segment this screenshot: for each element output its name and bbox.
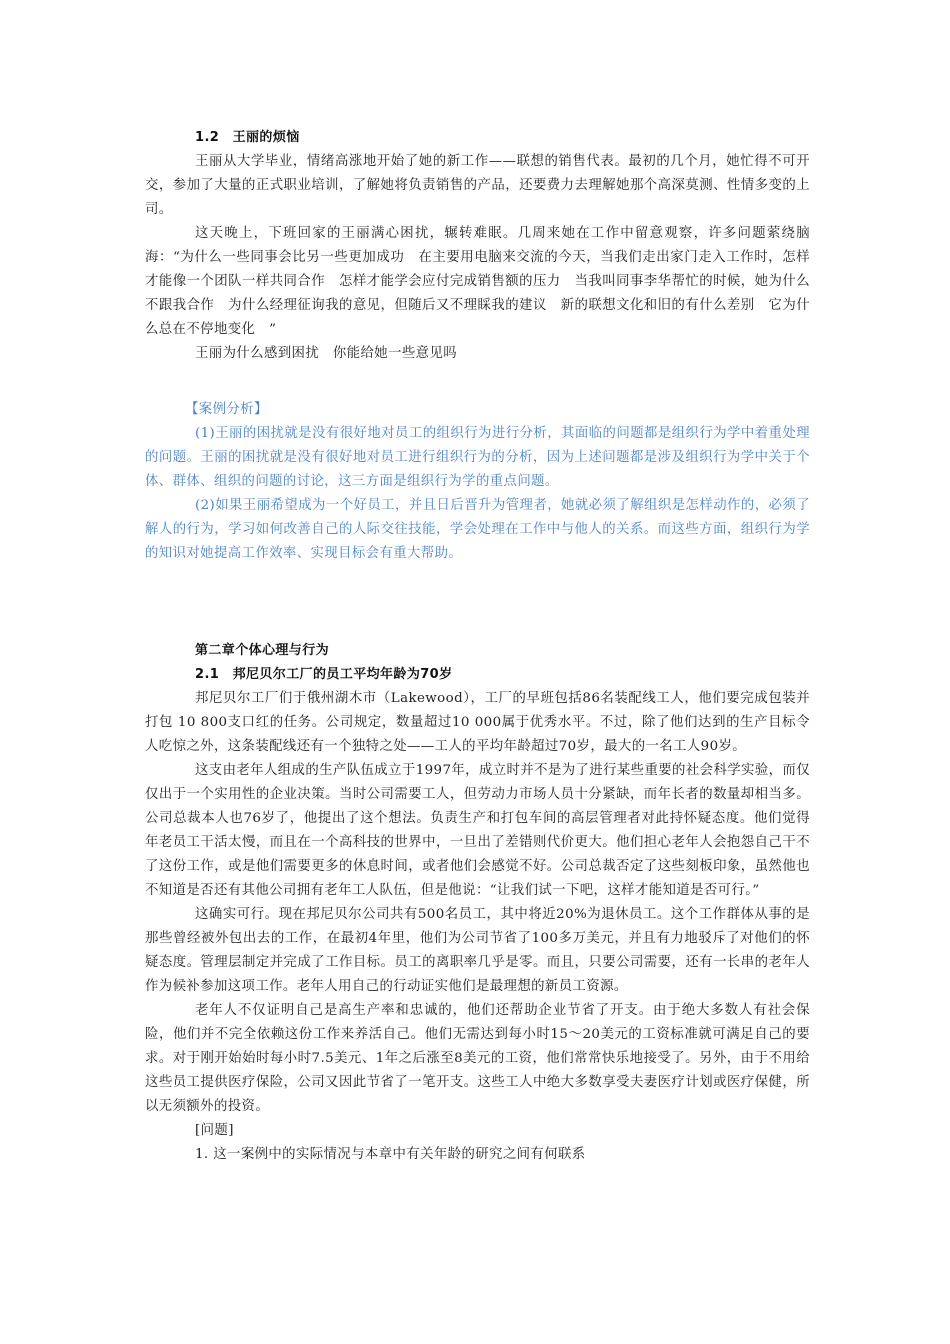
paragraph: 这支由老年人组成的生产队伍成立于1997年，成立时并不是为了进行某些重要的社会科学实验，而仅仅出于一个实用性的企业决策。当时公司需要工人，但劳动力市场人员十分紧缺，而年长者的数量却相当多。公司总裁本人也76岁了，他提出了这个想法。负责生产和打包车间的高层管理者对此持怀疑态度。他们觉得年老员工干活太慢，而且在一个高科技的世界中，一旦出了差错则代价更大。他们担心老年人会抱怨自己干不了这份工作，或是他们需要更多的休息时间，或者他们会感觉不好。公司总裁否定了这些刻板印象，虽然他也不知道是否还有其他公司拥有老年工人队伍，但是他说：“让我们试一下吧，这样才能知道是否可行。” <box>145 763 810 898</box>
paragraph: 王丽为什么感到困扰 你能给她一些意见吗 <box>195 346 458 361</box>
analysis-paragraph: (2)如果王丽希望成为一个好员工，并且日后晋升为管理者，她就必须了解组织是怎样动作的，必须了解人的行为，学习如何改善自己的人际交往技能，学会处理在工作中与他人的关系。而这些方面，组织行为学的知识对她提高工作效率、实现目标会有重大帮助。 <box>145 498 810 561</box>
case-analysis-title: 【案例分析】 <box>185 402 268 417</box>
paragraph: 王丽从大学毕业，情绪高涨地开始了她的新工作——联想的销售代表。最初的几个月，她忙得不可开交，参加了大量的正式职业培训，了解她将负责销售的产品，还要费力去理解她那个高深莫测、性情多变的上司。 <box>145 154 810 217</box>
section-heading: 1.2 王丽的烦恼 <box>195 130 300 145</box>
paragraph: 这天晚上，下班回家的王丽满心困扰，辗转难眠。几周来她在工作中留意观察，许多问题萦绕脑海：“为什么一些同事会比另一些更加成功 在主要用电脑来交流的今天，当我们走出家门走入工作时，怎样才能像一个团队一样共同合作 怎样才能学会应付完成销售额的压力 当我叫同事李华帮忙的时候，她为什么不跟我合作 为什么经理征询我的意见，但随后又不理睬我的建议 新的联想文化和旧的有什么差别 它为什么总在不停地变化 ” <box>145 226 810 337</box>
section-1-2 <box>145 126 810 366</box>
analysis-paragraph: (1)王丽的困扰就是没有很好地对员工的组织行为进行分析，其面临的问题都是组织行为学中着重处理的问题。王丽的困扰就是没有很好地对员工进行组织行为的分析，因为上述问题都是涉及组织行为学中关于个体、群体、组织的问题的讨论，这三方面是组织行为学的重点问题。 <box>145 426 810 489</box>
paragraph: 邦尼贝尔工厂们于俄州湖木市（Lakewood），工厂的早班包括86名装配线工人，他们要完成包装并打包 10 800支口红的任务。公司规定，数量超过10 000属于优秀水平。不过，除了他们达到的生产目标令人吃惊之外，这条装配线还有一个独特之处——工人的平均年龄超过70岁，最大的一名工人90岁。 <box>145 691 810 754</box>
paragraph: 这确实可行。现在邦尼贝尔公司共有500名员工，其中将近20%为退休员工。这个工作群体从事的是那些曾经被外包出去的工作，在最初4年里，他们为公司节省了100多万美元，并且有力地驳斥了对他们的怀疑态度。管理层制定并完成了工作目标。员工的离职率几乎是零。而且，只要公司需要，还有一长串的老年人作为候补参加这项工作。老年人用自己的行动证实他们是最理想的新员工资源。 <box>145 907 810 994</box>
question-label: [问题] <box>195 1123 234 1138</box>
question-item: 1. 这一案例中的实际情况与本章中有关年龄的研究之间有何联系 <box>195 1147 586 1162</box>
chapter-2 <box>145 639 810 1167</box>
section-heading: 2.1 邦尼贝尔工厂的员工平均年龄为70岁 <box>195 667 453 682</box>
paragraph: 老年人不仅证明自己是高生产率和忠诚的，他们还帮助企业节省了开支。由于绝大多数人有社会保险，他们并不完全依赖这份工作来养活自己。他们无需达到每小时15～20美元的工资标准就可满足自己的要求。对于刚开始始时每小时7.5美元、1年之后涨至8美元的工资，他们常常快乐地接受了。另外，由于不用给这些员工提供医疗保险，公司又因此节省了一笔开支。这些工人中绝大多数享受夫妻医疗计划或医疗保健，所以无须额外的投资。 <box>145 1003 810 1114</box>
case-analysis <box>145 398 810 566</box>
chapter-title: 第二章个体心理与行为 <box>195 643 330 658</box>
